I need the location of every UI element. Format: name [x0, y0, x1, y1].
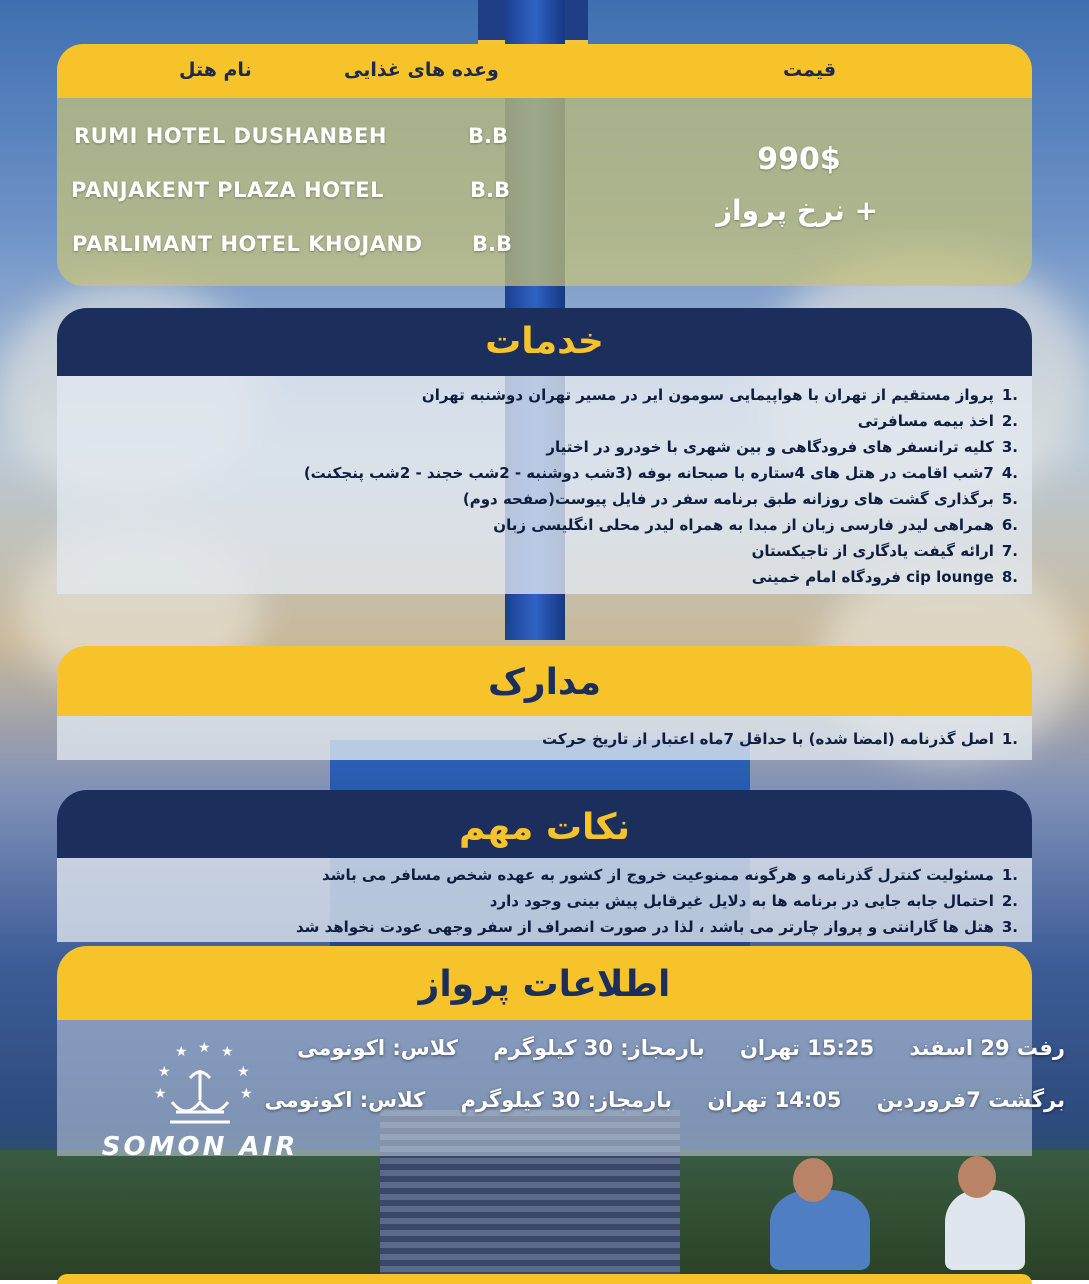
- outbound-class: کلاس: اکونومی: [297, 1036, 458, 1060]
- price-card-header: [57, 44, 1032, 98]
- svg-text:★: ★: [221, 1044, 234, 1060]
- flight-return-row: [237, 1088, 1065, 1112]
- outbound-baggage: بارمجاز: 30 کیلوگرم: [493, 1036, 705, 1060]
- outbound-date: رفت 29 اسفند: [909, 1036, 1065, 1060]
- svg-text:★: ★: [175, 1044, 188, 1060]
- list-item: .47شب اقامت در هتل های 4ستاره با صبحانه بوفه (3شب دوشنبه - 2شب خجند - 2شب پنجکنت): [303, 464, 1018, 482]
- documents-body: [57, 716, 1032, 760]
- list-item: .6همراهی لیدر فارسی زبان از مبدا به همراه لیدر محلی انگلیسی زبان: [493, 516, 1018, 534]
- price-card: [57, 44, 1032, 286]
- list-item: .2اخذ بیمه مسافرتی: [857, 412, 1018, 430]
- price-value: 990$: [757, 142, 841, 177]
- return-date: برگشت 7فروردین: [876, 1088, 1065, 1112]
- notes-list: [296, 862, 1018, 940]
- documents-list: [542, 726, 1018, 752]
- return-class: کلاس: اکونومی: [264, 1088, 426, 1112]
- price-card-body: [57, 98, 1032, 286]
- flight-outbound-row: [269, 1036, 1065, 1060]
- svg-text:★: ★: [158, 1064, 171, 1080]
- list-item: .3هتل ها گارانتی و پرواز چارتر می باشد ، لذا در صورت انصراف از سفر وجهی عودت نخواهد شد: [295, 918, 1018, 936]
- services-list: [304, 382, 1018, 590]
- person: [945, 1190, 1025, 1270]
- return-baggage: بارمجاز: 30 کیلوگرم: [460, 1088, 673, 1112]
- list-item: .7ارائه گیفت یادگاری از تاجیکستان: [751, 542, 1018, 560]
- svg-text:★: ★: [237, 1064, 250, 1080]
- svg-text:★: ★: [240, 1086, 253, 1102]
- flight-title: اطلاعات پرواز: [57, 946, 1032, 1020]
- services-title: خدمات: [57, 308, 1032, 376]
- outbound-time: 15:25 تهران: [739, 1036, 875, 1060]
- person-head: [958, 1156, 996, 1198]
- bottom-strip: [57, 1274, 1032, 1284]
- hotel-name: RUMI HOTEL DUSHANBEH: [74, 124, 387, 148]
- list-item: .5برگذاری گشت های روزانه طبق برنامه سفر در فایل پیوست(صفحه دوم): [462, 490, 1018, 508]
- somon-air-logo: [80, 1040, 320, 1170]
- documents-title: مدارک: [57, 646, 1032, 716]
- person: [770, 1190, 870, 1270]
- col-meals: وعده های غذایی: [344, 59, 499, 81]
- hotel-meal: B.B: [472, 232, 512, 256]
- hotel-meal: B.B: [468, 124, 508, 148]
- notes-title: نکات مهم: [57, 790, 1032, 858]
- list-item: .1مسئولیت کنترل گذرنامه و هرگونه ممنوعیت خروج از کشور به عهده شخص مسافر می باشد: [322, 866, 1018, 884]
- list-item: .2احتمال جابه جایی در برنامه ها به دلایل غیرقابل پیش بینی وجود دارد: [489, 892, 1018, 910]
- svg-text:★: ★: [154, 1086, 167, 1102]
- logo-text: SOMON AIR: [101, 1132, 299, 1162]
- hotel-meal: B.B: [470, 178, 510, 202]
- return-time: 14:05 تهران: [707, 1088, 842, 1112]
- list-item: .1اصل گذرنامه (امضا شده) با حداقل 7ماه اعتبار از تاریخ حرکت: [542, 730, 1018, 748]
- list-item: .8cip lounge فرودگاه امام خمینی: [751, 568, 1018, 586]
- person-head: [793, 1158, 833, 1202]
- notes-body: [57, 858, 1032, 942]
- hotel-name: PANJAKENT PLAZA HOTEL: [71, 178, 384, 202]
- col-price: قیمت: [783, 59, 837, 81]
- svg-text:★: ★: [198, 1040, 211, 1056]
- price-flight-note: + نرخ پرواز: [715, 194, 879, 227]
- col-hotel-name: نام هتل: [179, 59, 252, 81]
- list-item: .1پرواز مستقیم از تهران با هواپیمایی سومون ایر در مسیر تهران دوشنبه تهران: [421, 386, 1018, 404]
- hotel-name: PARLIMANT HOTEL KHOJAND: [72, 232, 423, 256]
- crown-emblem-icon: [80, 1040, 320, 1130]
- services-body: [57, 376, 1032, 594]
- list-item: .3کلیه ترانسفر های فرودگاهی و بین شهری با خودرو در اختیار: [546, 438, 1018, 456]
